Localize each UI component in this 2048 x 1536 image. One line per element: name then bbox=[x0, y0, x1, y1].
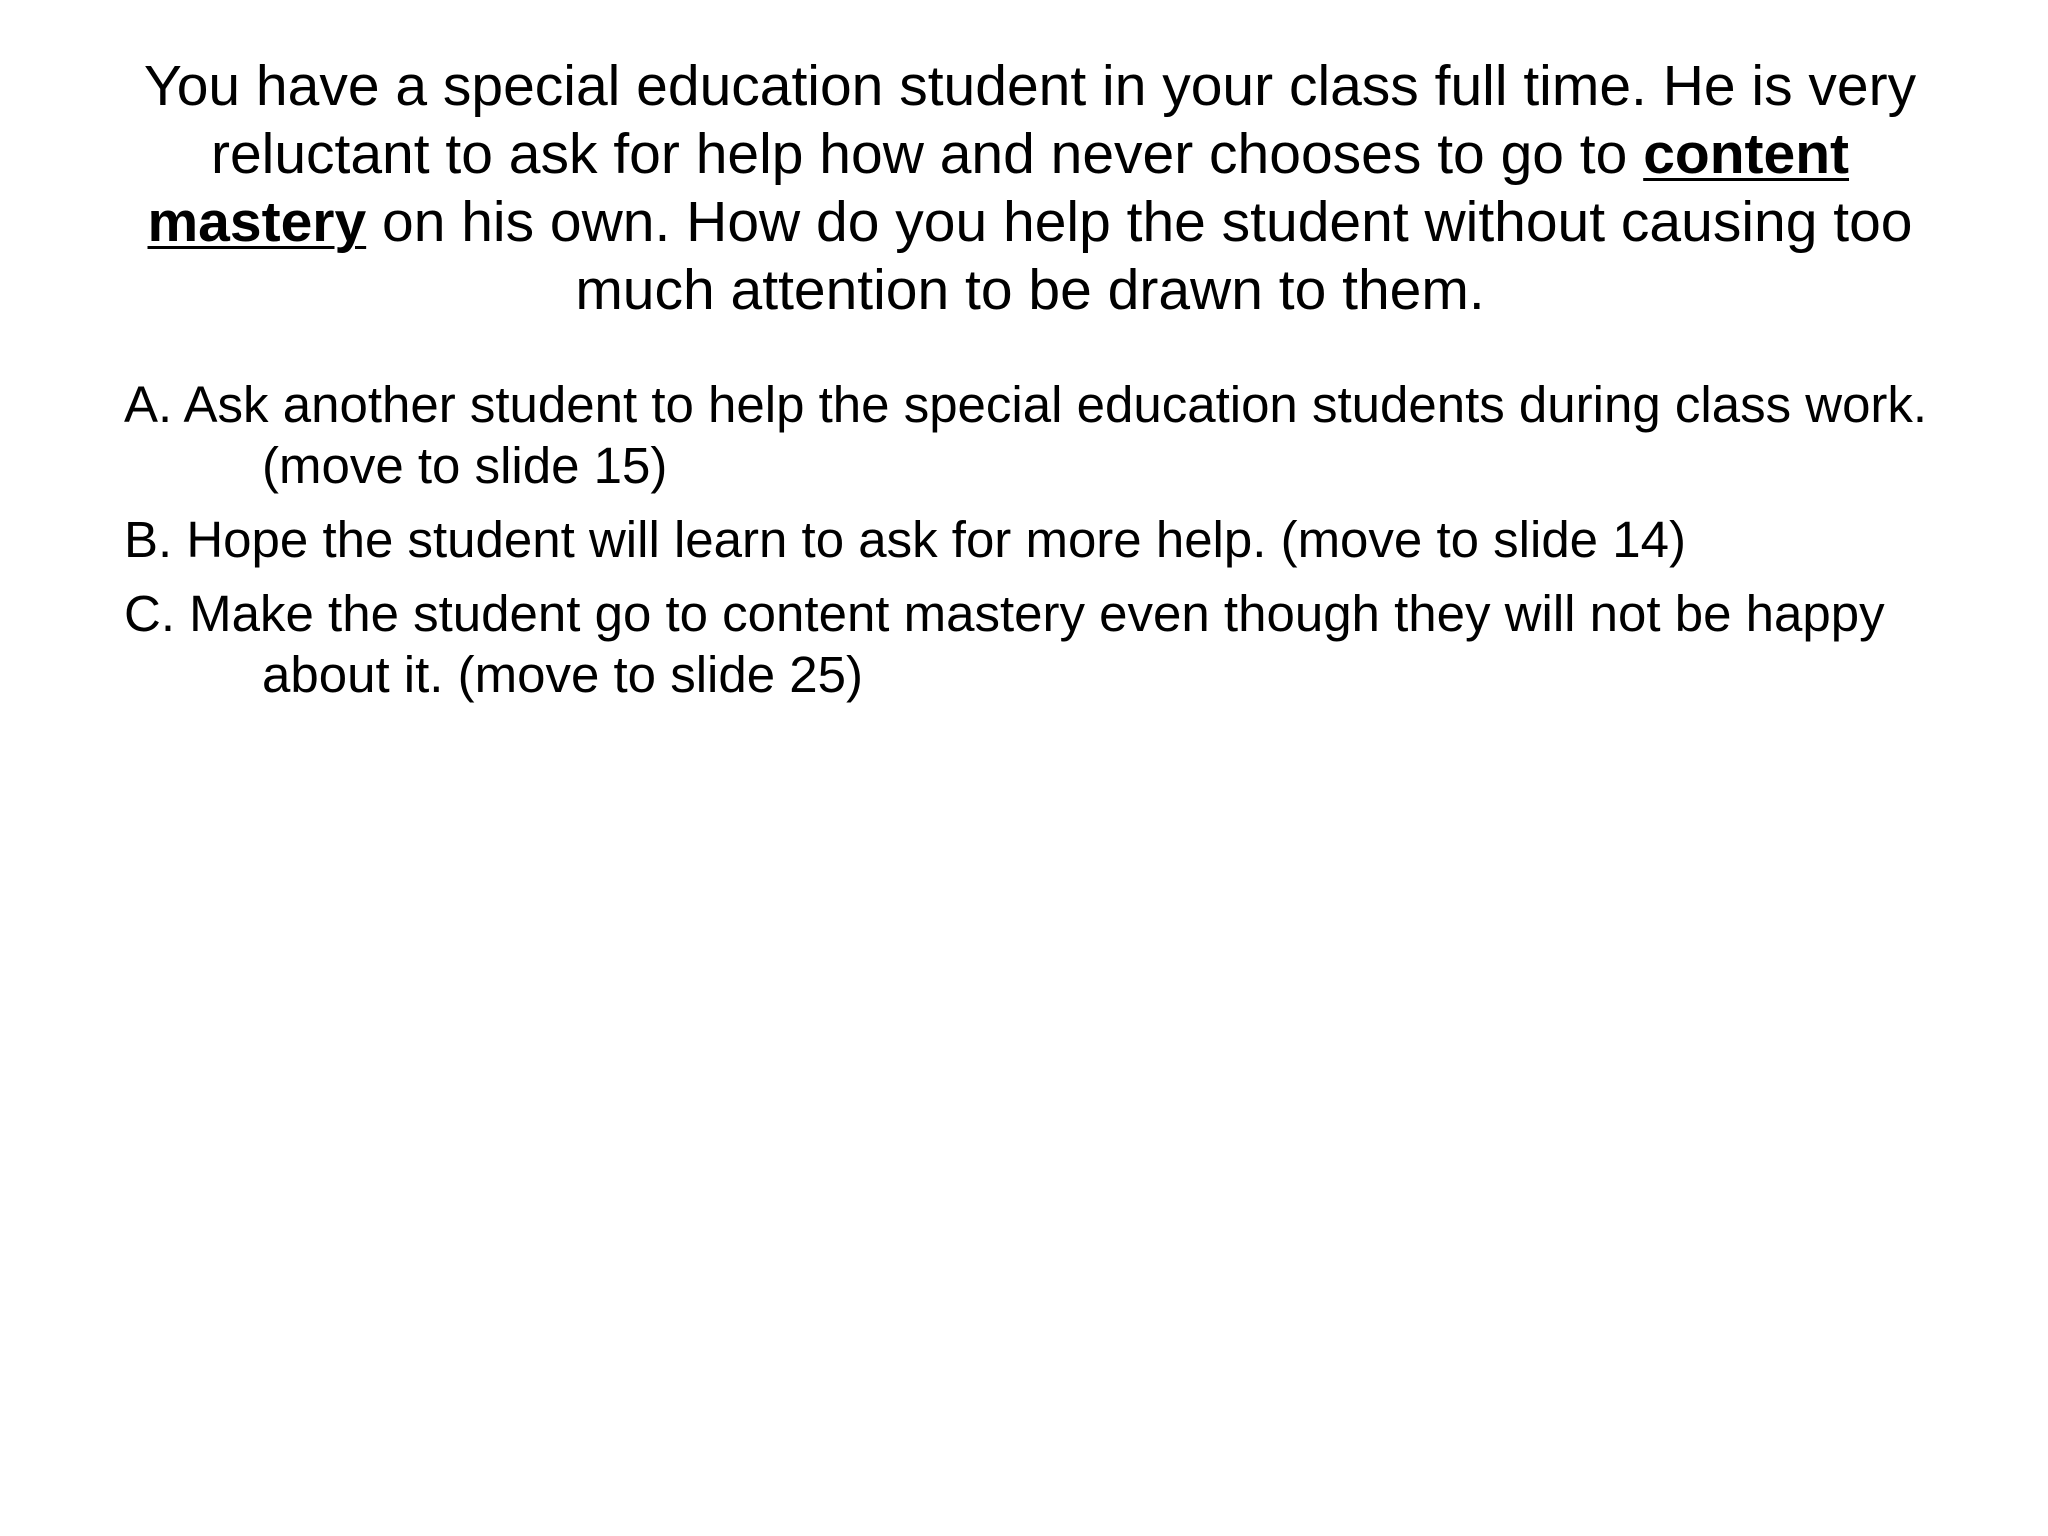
question-text bbox=[130, 52, 1930, 324]
question-text-start: You have a special education student in your class full time. He is very reluctant to ask for help how and never chooses to go to bbox=[143, 54, 1917, 186]
answer-options bbox=[124, 374, 2004, 718]
answer-option-a[interactable]: A. Ask another student to help the special education students during class work. (move to slide 15) bbox=[124, 376, 1928, 494]
answer-option-b[interactable]: B. Hope the student will learn to ask for more help. (move to slide 14) bbox=[124, 511, 1686, 568]
answer-option-c[interactable]: C. Make the student go to content mastery even though they will not be happy about it. (move to slide 25) bbox=[124, 585, 1885, 703]
question-emphasis-content-mastery: content mastery bbox=[147, 122, 1850, 254]
question-text-end: on his own. How do you help the student without causing too much attention to be drawn to them. bbox=[366, 190, 1913, 322]
